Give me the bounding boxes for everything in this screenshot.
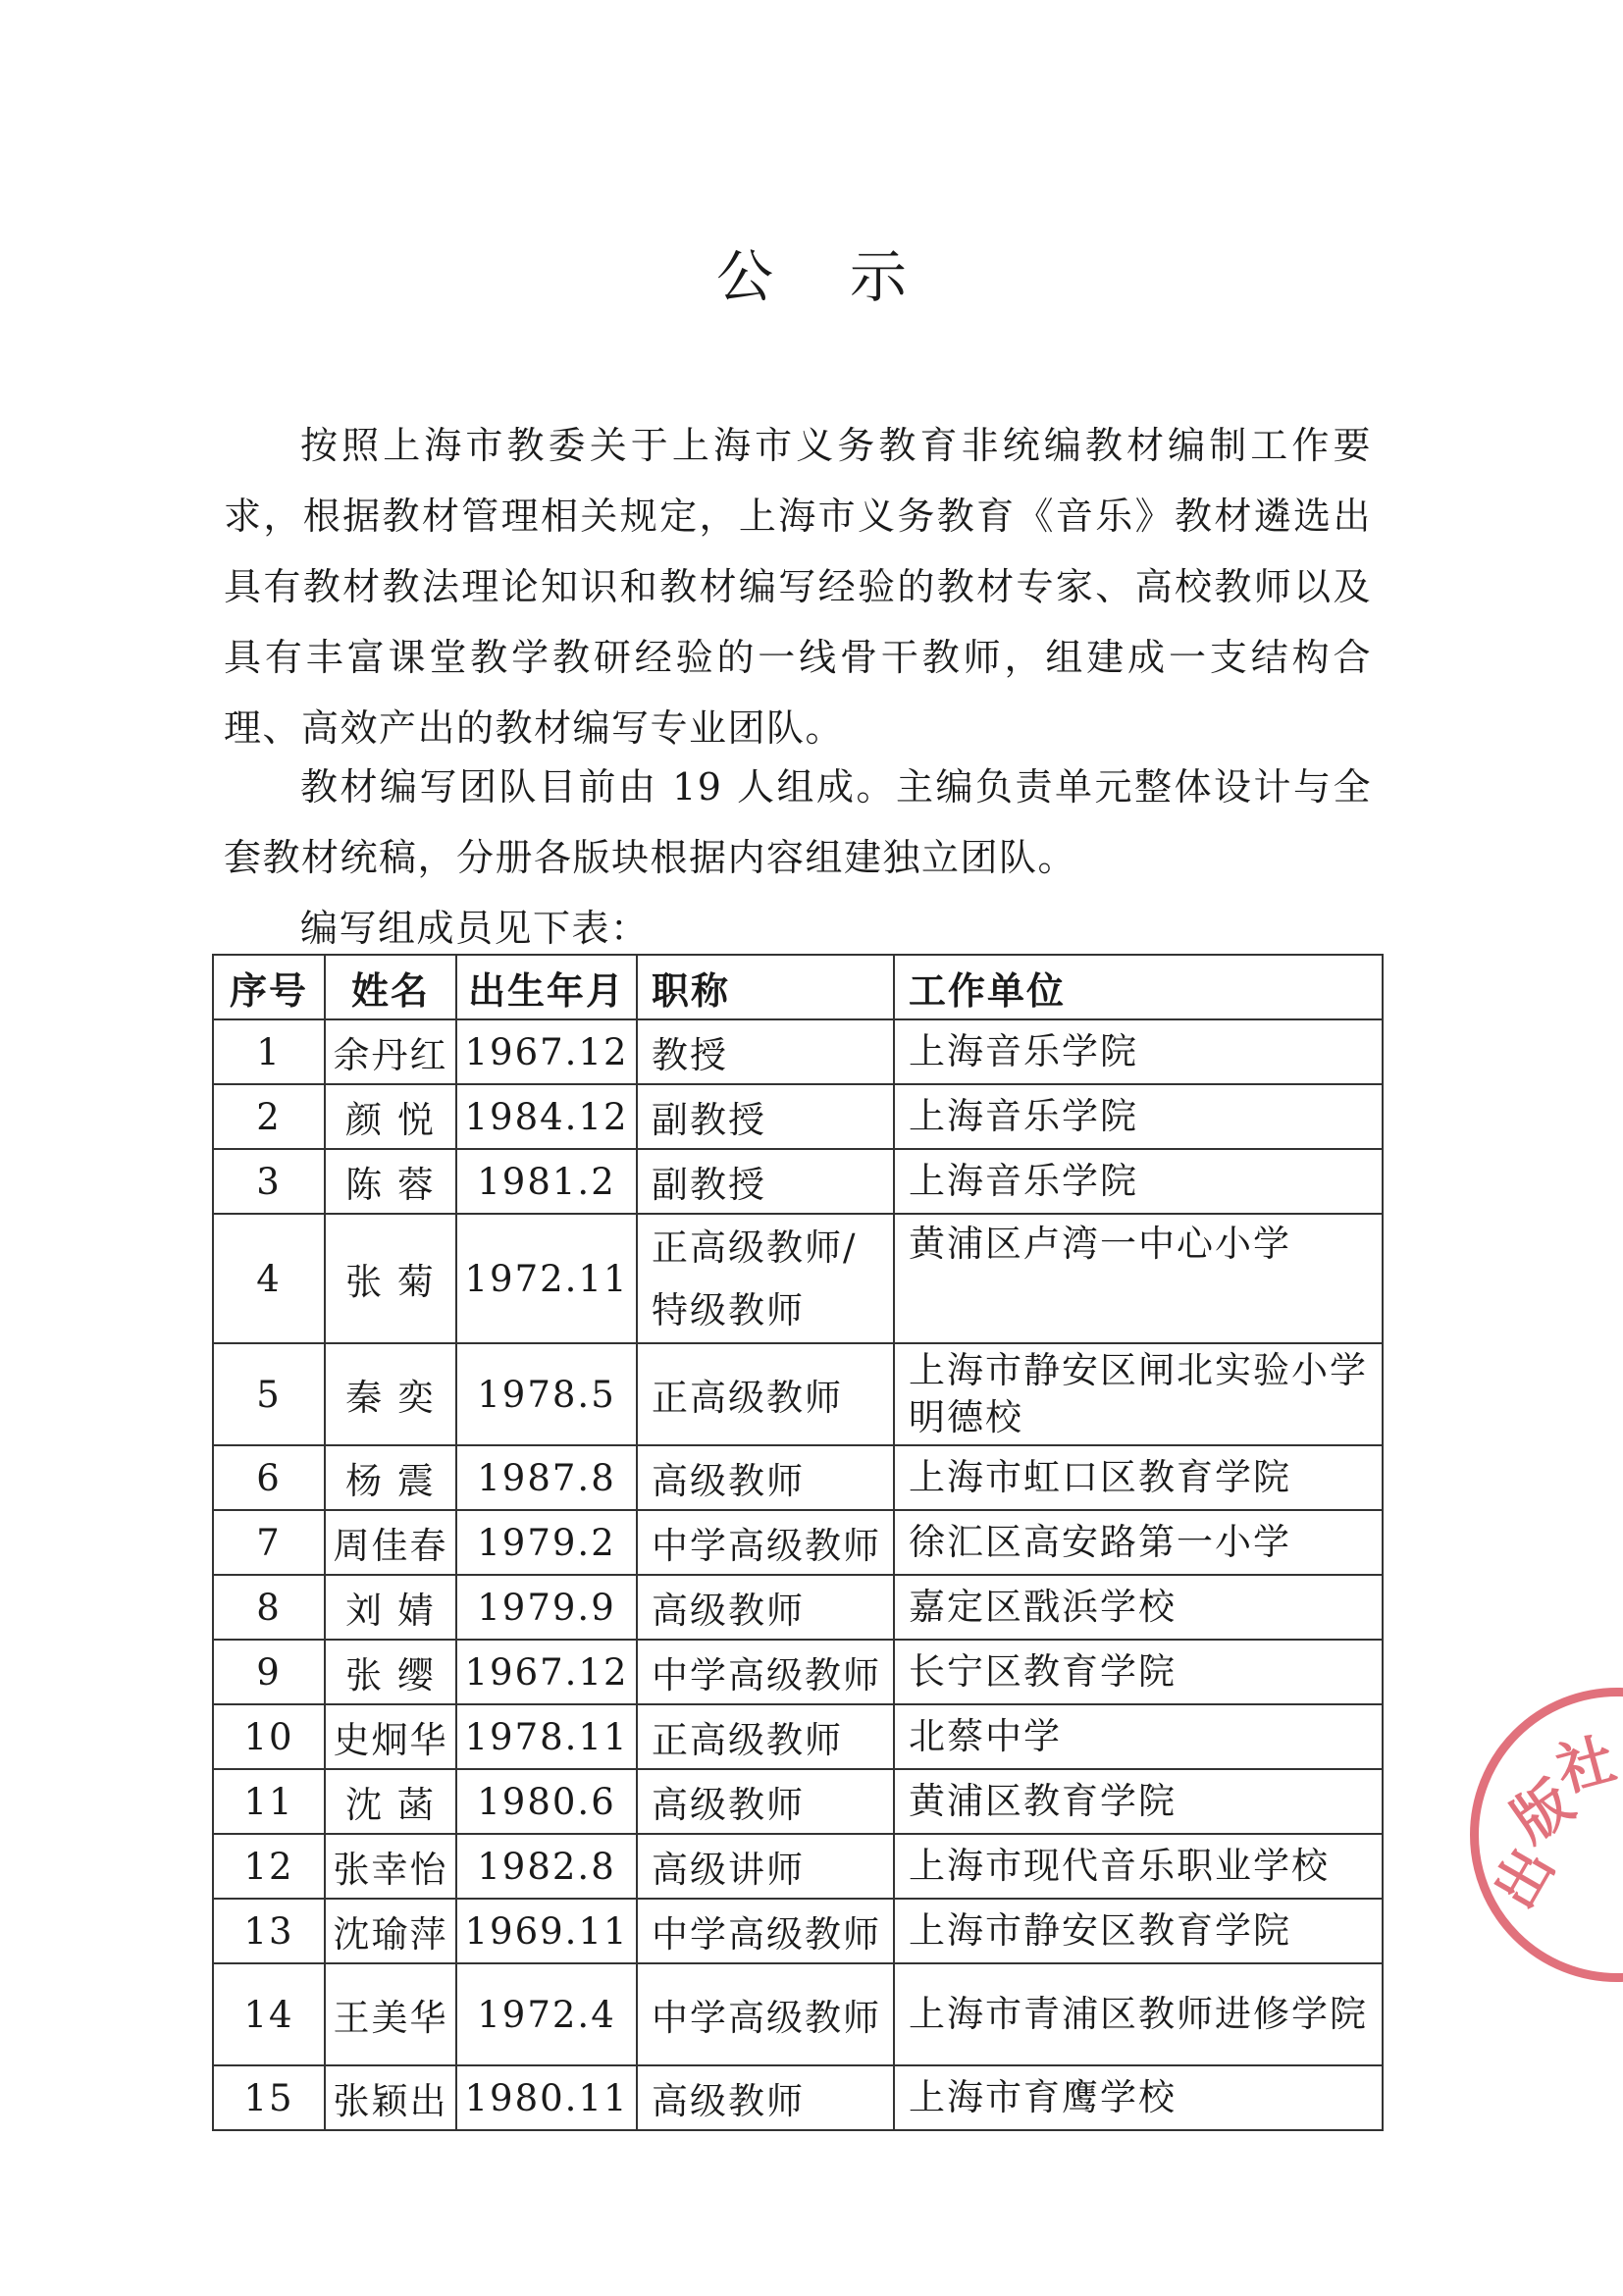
cell-no: 2 — [213, 1084, 325, 1149]
cell-no: 5 — [213, 1343, 325, 1445]
cell-name: 陈 蓉 — [325, 1149, 456, 1214]
cell-no: 15 — [213, 2065, 325, 2130]
cell-name: 史炯华 — [325, 1704, 456, 1769]
intro-paragraph — [224, 410, 1372, 763]
cell-no: 6 — [213, 1445, 325, 1510]
cell-no: 7 — [213, 1510, 325, 1575]
paragraph-text: 编写组成员见下表： — [300, 907, 650, 950]
cell-title: 高级教师 — [637, 1769, 894, 1834]
cell-title: 中学高级教师 — [637, 1640, 894, 1704]
cell-no: 11 — [213, 1769, 325, 1834]
cell-name: 颜 悦 — [325, 1084, 456, 1149]
cell-birth: 1981.2 — [456, 1149, 637, 1214]
table-row — [213, 1445, 1383, 1510]
table-row — [213, 1575, 1383, 1640]
cell-title: 副教授 — [637, 1084, 894, 1149]
cell-title: 高级教师 — [637, 2065, 894, 2130]
cell-title: 正高级教师 — [637, 1704, 894, 1769]
header-title: 职称 — [637, 955, 894, 1019]
header-unit: 工作单位 — [894, 955, 1383, 1019]
cell-unit: 上海市虹口区教育学院 — [894, 1445, 1383, 1510]
cell-unit: 上海市现代音乐职业学校 — [894, 1834, 1383, 1899]
cell-no: 14 — [213, 1963, 325, 2065]
table-row — [213, 1343, 1383, 1445]
cell-name: 刘 婧 — [325, 1575, 456, 1640]
cell-title: 中学高级教师 — [637, 1963, 894, 2065]
cell-birth: 1967.12 — [456, 1019, 637, 1084]
cell-birth: 1969.11 — [456, 1899, 637, 1963]
table-row — [213, 1214, 1383, 1343]
cell-no: 8 — [213, 1575, 325, 1640]
header-birth: 出生年月 — [456, 955, 637, 1019]
paragraph-text: 教材编写团队目前由 19 人组成。主编负责单元整体设计与全套教材统稿，分册各版块根据内容组建独立团队。 — [224, 765, 1372, 879]
table-row — [213, 1963, 1383, 2065]
cell-unit: 上海音乐学院 — [894, 1149, 1383, 1214]
cell-unit: 上海市静安区教育学院 — [894, 1899, 1383, 1963]
cell-title: 高级讲师 — [637, 1834, 894, 1899]
cell-unit: 上海市育鹰学校 — [894, 2065, 1383, 2130]
table-row — [213, 1834, 1383, 1899]
cell-name: 张幸怡 — [325, 1834, 456, 1899]
cell-name: 余丹红 — [325, 1019, 456, 1084]
cell-no: 12 — [213, 1834, 325, 1899]
table-row — [213, 2065, 1383, 2130]
cell-unit: 长宁区教育学院 — [894, 1640, 1383, 1704]
page-title: 公示 — [715, 243, 983, 310]
cell-no: 9 — [213, 1640, 325, 1704]
cell-birth: 1979.9 — [456, 1575, 637, 1640]
cell-title: 副教授 — [637, 1149, 894, 1214]
cell-unit: 上海音乐学院 — [894, 1084, 1383, 1149]
cell-name: 秦 奕 — [325, 1343, 456, 1445]
members-table — [212, 954, 1384, 2131]
cell-unit: 黄浦区卢湾一中心小学 — [894, 1214, 1383, 1343]
seal-char: 版 — [1499, 1767, 1586, 1855]
cell-name: 王美华 — [325, 1963, 456, 2065]
cell-title: 中学高级教师 — [637, 1899, 894, 1963]
cell-title: 教授 — [637, 1019, 894, 1084]
cell-birth: 1979.2 — [456, 1510, 637, 1575]
cell-no: 13 — [213, 1899, 325, 1963]
cell-birth: 1984.12 — [456, 1084, 637, 1149]
cell-no: 4 — [213, 1214, 325, 1343]
cell-name: 张 菊 — [325, 1214, 456, 1343]
cell-name: 沈 菡 — [325, 1769, 456, 1834]
cell-name: 张 缨 — [325, 1640, 456, 1704]
seal-char: 出 — [1481, 1837, 1568, 1920]
cell-unit: 黄浦区教育学院 — [894, 1769, 1383, 1834]
cell-title: 中学高级教师 — [637, 1510, 894, 1575]
table-row — [213, 1769, 1383, 1834]
table-row — [213, 1084, 1383, 1149]
table-row — [213, 1019, 1383, 1084]
table-header-row — [213, 955, 1383, 1019]
seal-char: 社 — [1549, 1725, 1623, 1805]
cell-unit: 嘉定区戬浜学校 — [894, 1575, 1383, 1640]
cell-title: 正高级教师 — [637, 1343, 894, 1445]
cell-unit: 徐汇区高安路第一小学 — [894, 1510, 1383, 1575]
cell-birth: 1987.8 — [456, 1445, 637, 1510]
cell-no: 1 — [213, 1019, 325, 1084]
cell-birth: 1972.4 — [456, 1963, 637, 2065]
cell-birth: 1978.11 — [456, 1704, 637, 1769]
cell-birth: 1980.11 — [456, 2065, 637, 2130]
cell-birth: 1967.12 — [456, 1640, 637, 1704]
cell-title: 高级教师 — [637, 1445, 894, 1510]
cell-name: 沈瑜萍 — [325, 1899, 456, 1963]
cell-name: 周佳春 — [325, 1510, 456, 1575]
table-row — [213, 1899, 1383, 1963]
team-paragraph — [224, 752, 1372, 893]
table-row — [213, 1640, 1383, 1704]
cell-birth: 1982.8 — [456, 1834, 637, 1899]
cell-unit: 北蔡中学 — [894, 1704, 1383, 1769]
cell-birth: 1980.6 — [456, 1769, 637, 1834]
table-row — [213, 1510, 1383, 1575]
cell-name: 杨 震 — [325, 1445, 456, 1510]
cell-unit: 上海市静安区闸北实验小学明德校 — [894, 1343, 1383, 1445]
cell-birth: 1978.5 — [456, 1343, 637, 1445]
table-row — [213, 1149, 1383, 1214]
cell-title: 高级教师 — [637, 1575, 894, 1640]
cell-birth: 1972.11 — [456, 1214, 637, 1343]
cell-no: 3 — [213, 1149, 325, 1214]
table-row — [213, 1704, 1383, 1769]
cell-no: 10 — [213, 1704, 325, 1769]
cell-unit: 上海市青浦区教师进修学院 — [894, 1963, 1383, 2065]
cell-unit: 上海音乐学院 — [894, 1019, 1383, 1084]
cell-name: 张颖出 — [325, 2065, 456, 2130]
paragraph-text: 按照上海市教委关于上海市义务教育非统编教材编制工作要求，根据教材管理相关规定，上海市义务教育《音乐》教材遴选出具有教材教法理论知识和教材编写经验的教材专家、高校教师以及具有丰富课堂教学教研经验的一线骨干教师，组建成一支结构合理、高效产出的教材编写专业团队。 — [224, 424, 1372, 750]
header-no: 序号 — [213, 955, 325, 1019]
cell-title: 正高级教师/特级教师 — [637, 1214, 894, 1343]
header-name: 姓名 — [325, 955, 456, 1019]
